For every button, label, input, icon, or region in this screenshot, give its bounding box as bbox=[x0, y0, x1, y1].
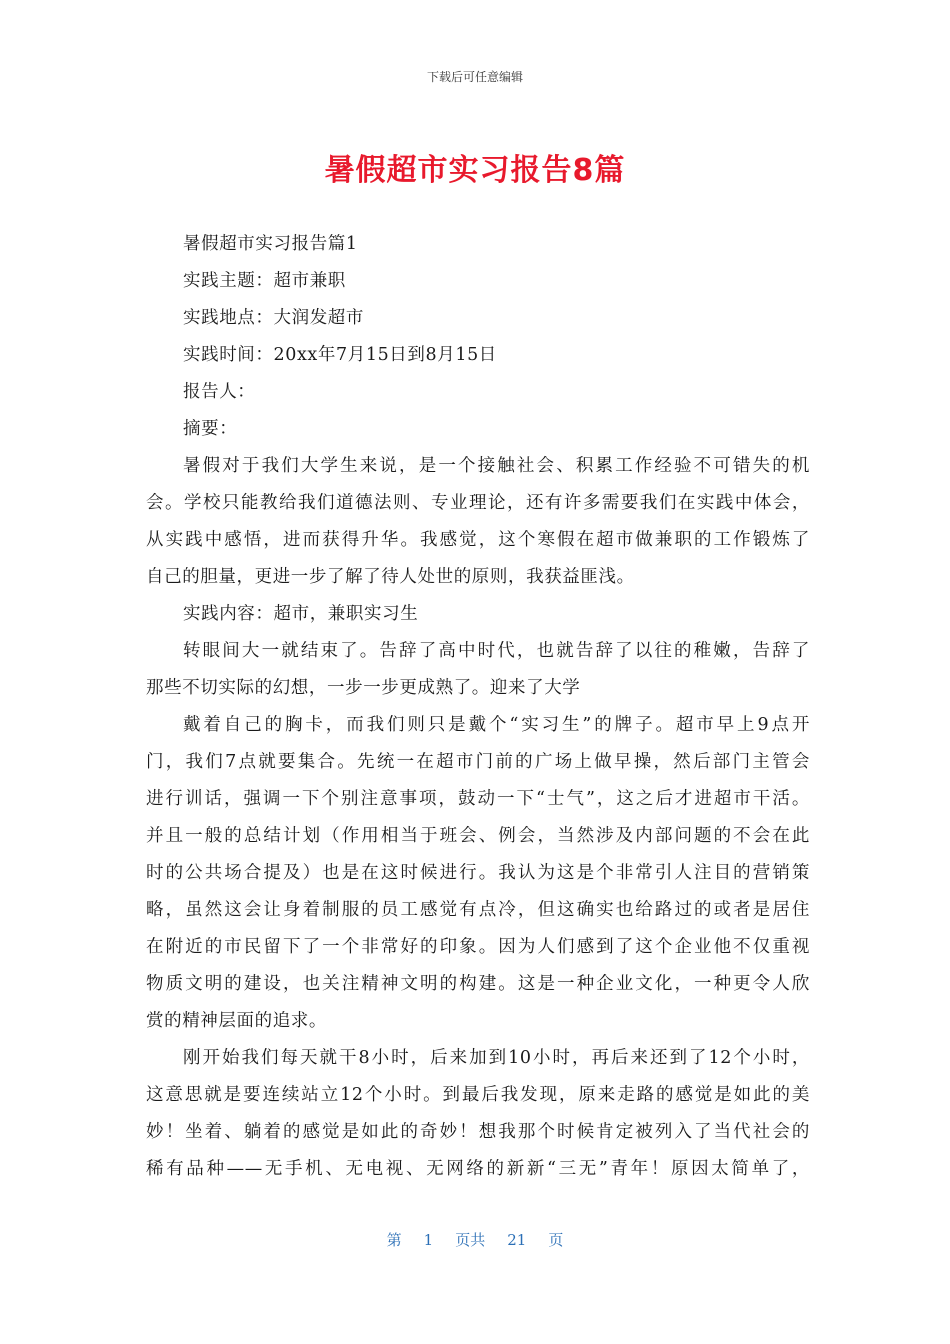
paragraph-line: 戴着自己的胸卡，而我们则只是戴个“实习生”的牌子。超市早上9点开 bbox=[183, 715, 810, 735]
header-note: 下载后可任意编辑 bbox=[426, 70, 523, 84]
paragraph-line: 在附近的市民留下了一个非常好的印象。因为人们感到了这个企业他不仅重视 bbox=[146, 937, 810, 957]
document-title: 暑假超市实习报告8篇 bbox=[324, 153, 626, 188]
paragraph-line: 进行训话，强调一下个别注意事项，鼓动一下“士气”，这之后才进超市干活。 bbox=[146, 789, 810, 809]
paragraph-line: 略，虽然这会让身着制服的员工感觉有点冷，但这确实也给路过的或者是居住 bbox=[146, 900, 810, 920]
paragraph-line: 从实践中感悟，进而获得升华。我感觉，这个寒假在超市做兼职的工作锻炼了 bbox=[146, 530, 810, 550]
practice-content: 实践内容：超市，兼职实习生 bbox=[183, 604, 419, 624]
paragraph-line: 暑假对于我们大学生来说，是一个接触社会、积累工作经验不可错失的机 bbox=[183, 456, 810, 476]
footer-page-mid: 页共 bbox=[455, 1231, 486, 1249]
paragraph-line: 物质文明的建设，也关注精神文明的构建。这是一种企业文化，一种更令人欣 bbox=[146, 974, 810, 994]
paragraph-line: 门，我们7点就要集合。先统一在超市门前的广场上做早操，然后部门主管会 bbox=[146, 752, 810, 772]
reporter: 报告人： bbox=[183, 382, 256, 402]
paragraph-line: 会。学校只能教给我们道德法则、专业理论，还有许多需要我们在实践中体会， bbox=[146, 493, 810, 513]
paragraph-line: 那些不切实际的幻想，一步一步更成熟了。迎来了大学 bbox=[146, 678, 581, 698]
paragraph-line: 自己的胆量，更进一步了解了待人处世的原则，我获益匪浅。 bbox=[146, 567, 635, 587]
section-heading: 暑假超市实习报告篇1 bbox=[183, 234, 358, 254]
paragraph-line: 妙！坐着、躺着的感觉是如此的奇妙！想我那个时候肯定被列入了当代社会的 bbox=[146, 1122, 810, 1142]
paragraph-line: 稀有品种——无手机、无电视、无网络的新新“三无”青年！原因太简单了， bbox=[146, 1159, 810, 1179]
footer-total-pages: 21 bbox=[507, 1231, 527, 1249]
footer-page-end: 页 bbox=[548, 1231, 564, 1249]
practice-theme: 实践主题：超市兼职 bbox=[183, 271, 346, 291]
abstract-label: 摘要： bbox=[183, 419, 238, 439]
footer-page-number: 1 bbox=[423, 1231, 434, 1249]
page-footer bbox=[0, 1229, 950, 1250]
document-body bbox=[146, 226, 810, 1188]
paragraph-line: 赏的精神层面的追求。 bbox=[146, 1011, 327, 1031]
paragraph-line: 这意思就是要连续站立12个小时。到最后我发现，原来走路的感觉是如此的美 bbox=[146, 1085, 810, 1105]
practice-location: 实践地点：大润发超市 bbox=[183, 308, 364, 328]
practice-time: 实践时间：20xx年7月15日到8月15日 bbox=[183, 345, 497, 365]
footer-page-label: 第 bbox=[386, 1231, 402, 1249]
paragraph-line: 并且一般的总结计划（作用相当于班会、例会，当然涉及内部问题的不会在此 bbox=[146, 826, 810, 846]
paragraph-line: 刚开始我们每天就干8小时，后来加到10小时，再后来还到了12个小时， bbox=[183, 1048, 810, 1068]
paragraph-line: 时的公共场合提及）也是在这时候进行。我认为这是个非常引人注目的营销策 bbox=[146, 863, 810, 883]
paragraph-line: 转眼间大一就结束了。告辞了高中时代，也就告辞了以往的稚嫩，告辞了 bbox=[183, 641, 810, 661]
